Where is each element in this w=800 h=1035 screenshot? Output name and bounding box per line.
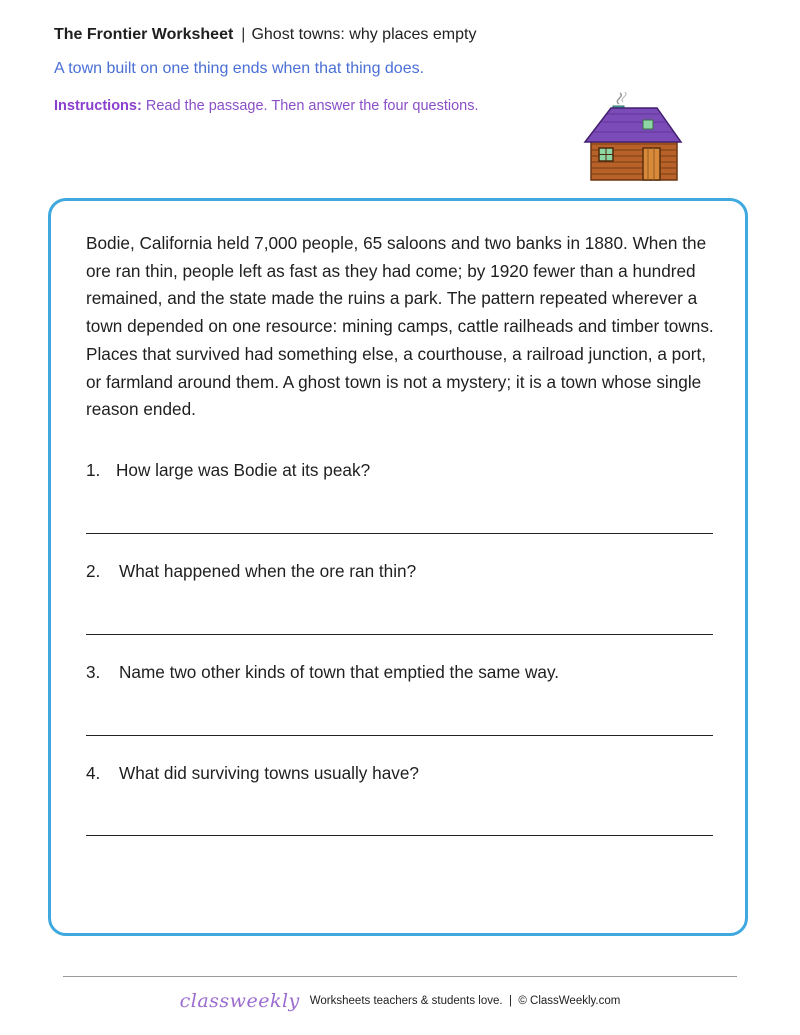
reading-passage: Bodie, California held 7,000 people, 65 saloons and two banks in 1880. When the ore ran thin, people left as fast as they had come; by 1920 fewer than a hundred remained, and the state made the ruins a park. The pattern repeated wherever a town depended on one resource: mining camps, cattle railheads and timber towns. Places that survived had something else, a courthouse, a railroad junction, a port, or farmland around them. A ghost town is not a mystery; it is a town whose single reason ended. [86, 233, 714, 420]
instructions [54, 98, 479, 114]
question-3 [86, 662, 559, 683]
question-text: How large was Bodie at its peak? [116, 460, 371, 480]
answer-line-2[interactable] [86, 634, 713, 635]
question-text: What did surviving towns usually have? [119, 763, 419, 783]
answer-line-1[interactable] [86, 533, 713, 534]
log-cabin-icon [583, 92, 683, 184]
question-2 [86, 561, 416, 582]
footer-divider [63, 976, 737, 977]
instructions-label: Instructions: [54, 98, 142, 114]
answer-line-4[interactable] [86, 835, 713, 836]
header-separator: | [241, 26, 246, 43]
answer-line-3[interactable] [86, 735, 713, 736]
worksheet-topic: Ghost towns: why places empty [251, 26, 477, 43]
question-number: 3. [86, 662, 101, 682]
question-text: Name two other kinds of town that emptied the same way. [119, 662, 560, 682]
instructions-text: Read the passage. Then answer the four questions. [145, 98, 479, 114]
question-number: 4. [86, 763, 101, 783]
question-4 [86, 763, 419, 784]
worksheet-subtitle: A town built on one thing ends when that thing does. [54, 60, 425, 77]
worksheet-header [54, 26, 476, 44]
page-footer [0, 990, 800, 1012]
footer-tagline: Worksheets teachers & students love. | © ClassWeekly.com [309, 995, 621, 1007]
question-1 [86, 460, 370, 481]
question-text: What happened when the ore ran thin? [119, 561, 417, 581]
worksheet-title: The Frontier Worksheet [54, 26, 234, 43]
brand-logo: classweekly [179, 990, 300, 1012]
question-number: 1. [86, 460, 101, 480]
question-number: 2. [86, 561, 101, 581]
